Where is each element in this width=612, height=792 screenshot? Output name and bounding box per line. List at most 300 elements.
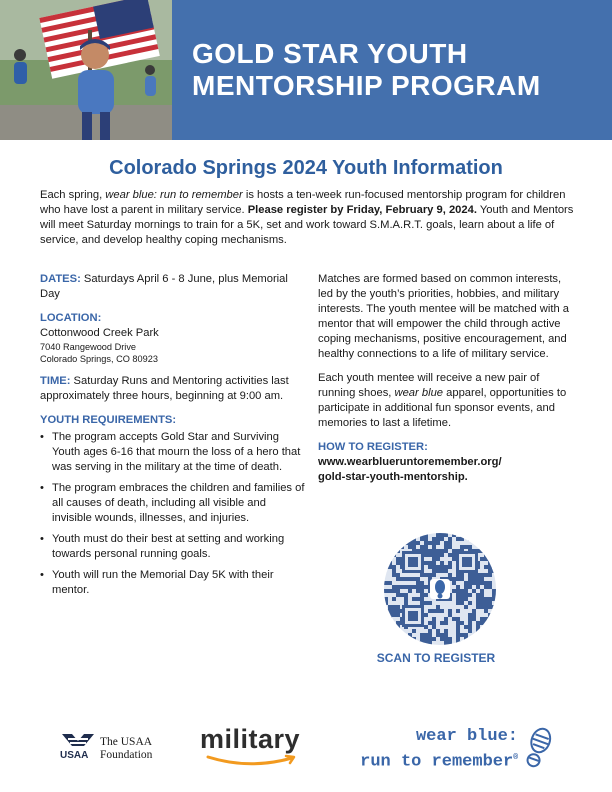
wear-blue-line-1: wear blue: <box>415 727 518 746</box>
qr-module <box>448 609 452 613</box>
qr-module <box>424 593 428 597</box>
qr-module <box>476 637 480 641</box>
qr-module <box>452 557 456 561</box>
qr-module <box>408 545 412 549</box>
qr-module <box>492 589 496 593</box>
qr-module <box>432 565 436 569</box>
qr-module <box>444 569 448 573</box>
qr-module <box>476 593 480 597</box>
register-url-line-2: gold-star-youth-mentorship. <box>318 471 468 483</box>
qr-module <box>464 585 468 589</box>
qr-module <box>396 609 400 613</box>
qr-module <box>428 637 432 641</box>
qr-module <box>416 641 420 645</box>
qr-module <box>416 585 420 589</box>
qr-module <box>468 621 472 625</box>
qr-module <box>492 597 496 601</box>
qr-module <box>440 533 444 537</box>
qr-module <box>440 637 444 641</box>
qr-module <box>456 637 460 641</box>
qr-module <box>440 537 444 541</box>
qr-module <box>436 533 440 537</box>
qr-module <box>396 533 400 537</box>
qr-module <box>452 549 456 553</box>
qr-module <box>484 581 488 585</box>
qr-module <box>436 633 440 637</box>
time-label: TIME: <box>40 375 71 387</box>
qr-module <box>420 581 424 585</box>
qr-module <box>412 537 416 541</box>
qr-module <box>436 541 440 545</box>
qr-module <box>392 553 396 557</box>
qr-module <box>476 633 480 637</box>
qr-module <box>428 601 432 605</box>
qr-module <box>444 545 448 549</box>
qr-module <box>440 633 444 637</box>
qr-module <box>448 613 452 617</box>
qr-module <box>424 637 428 641</box>
list-item: • Youth will run the Memorial Day 5K with their mentor. <box>40 568 308 598</box>
qr-module <box>452 581 456 585</box>
qr-module <box>456 589 460 593</box>
qr-module <box>480 549 484 553</box>
qr-module <box>392 605 396 609</box>
qr-module <box>460 577 464 581</box>
qr-module <box>492 537 496 541</box>
qr-module <box>424 641 428 645</box>
qr-module <box>472 573 476 577</box>
qr-module <box>408 577 412 581</box>
qr-module <box>488 557 492 561</box>
qr-module <box>456 625 460 629</box>
qr-module <box>476 625 480 629</box>
qr-module <box>396 537 400 541</box>
qr-module <box>444 565 448 569</box>
list-item: • Youth must do their best at setting and working towards personal running goals. <box>40 532 308 562</box>
qr-module <box>444 617 448 621</box>
qr-module <box>440 553 444 557</box>
qr-module <box>444 533 448 537</box>
qr-module <box>456 641 460 645</box>
qr-module <box>484 633 488 637</box>
qr-module <box>484 541 488 545</box>
qr-module <box>468 593 472 597</box>
qr-module <box>452 589 456 593</box>
qr-module <box>484 585 488 589</box>
qr-module <box>404 641 408 645</box>
qr-module <box>432 537 436 541</box>
qr-module <box>404 597 408 601</box>
qr-module <box>428 565 432 569</box>
qr-module <box>424 585 428 589</box>
qr-module <box>392 597 396 601</box>
left-column <box>40 272 308 607</box>
qr-module <box>420 593 424 597</box>
qr-module <box>388 605 392 609</box>
qr-module <box>392 625 396 629</box>
qr-module <box>464 633 468 637</box>
qr-module <box>456 537 460 541</box>
qr-module <box>448 537 452 541</box>
qr-module <box>428 561 432 565</box>
qr-module <box>456 609 460 613</box>
qr-module <box>492 613 496 617</box>
title-line-2: MENTORSHIP PROGRAM <box>192 70 541 101</box>
qr-module <box>432 573 436 577</box>
intro-paragraph <box>40 188 575 248</box>
smile-arrow-icon <box>200 754 304 768</box>
qr-module <box>460 593 464 597</box>
qr-module <box>456 577 460 581</box>
qr-module <box>464 597 468 601</box>
qr-module <box>392 549 396 553</box>
intro-text-1: Each spring, <box>40 189 106 201</box>
qr-module <box>404 601 408 605</box>
qr-module <box>428 641 432 645</box>
qr-module <box>396 613 400 617</box>
qr-module <box>444 629 448 633</box>
qr-module <box>476 581 480 585</box>
qr-module <box>404 637 408 641</box>
qr-module <box>472 589 476 593</box>
qr-module <box>456 629 460 633</box>
qr-module <box>432 625 436 629</box>
qr-module <box>484 549 488 553</box>
qr-module <box>404 541 408 545</box>
qr-module <box>436 537 440 541</box>
qr-module <box>444 637 448 641</box>
qr-module <box>416 581 420 585</box>
qr-module <box>432 557 436 561</box>
qr-code-icon <box>384 533 496 645</box>
qr-module <box>436 629 440 633</box>
qr-module <box>484 601 488 605</box>
qr-module <box>432 561 436 565</box>
qr-module <box>440 561 444 565</box>
qr-module <box>408 541 412 545</box>
qr-module <box>448 553 452 557</box>
qr-module <box>460 641 464 645</box>
qr-module <box>484 621 488 625</box>
location-section <box>40 311 308 365</box>
qr-module <box>480 633 484 637</box>
scan-to-register-label: SCAN TO REGISTER <box>376 651 496 665</box>
qr-module <box>388 609 392 613</box>
qr-module <box>416 597 420 601</box>
qr-module <box>488 605 492 609</box>
qr-module <box>484 533 488 537</box>
qr-module <box>440 609 444 613</box>
qr-module <box>432 621 436 625</box>
qr-module <box>384 533 388 537</box>
qr-module <box>384 633 388 637</box>
qr-module <box>396 573 400 577</box>
qr-module <box>460 621 464 625</box>
qr-module <box>484 609 488 613</box>
qr-module <box>468 545 472 549</box>
qr-module <box>420 545 424 549</box>
qr-module <box>488 597 492 601</box>
usaa-line-2: Foundation <box>100 748 153 761</box>
qr-module <box>456 585 460 589</box>
qr-module <box>408 585 412 589</box>
qr-module <box>480 593 484 597</box>
qr-module <box>468 577 472 581</box>
qr-module <box>412 585 416 589</box>
qr-module <box>428 541 432 545</box>
qr-module <box>396 557 400 561</box>
qr-module <box>420 637 424 641</box>
dates-text: Saturdays April 6 - 8 June, plus Memorial Day <box>40 273 288 300</box>
qr-module <box>428 609 432 613</box>
qr-module <box>424 533 428 537</box>
qr-code[interactable] <box>384 533 496 645</box>
qr-module <box>448 637 452 641</box>
qr-module <box>392 589 396 593</box>
qr-module <box>416 541 420 545</box>
register-label: HOW TO REGISTER: <box>318 441 428 453</box>
qr-module <box>488 549 492 553</box>
qr-module <box>424 601 428 605</box>
qr-module <box>408 641 412 645</box>
qr-module <box>432 609 436 613</box>
qr-module <box>384 565 388 569</box>
qr-module <box>424 625 428 629</box>
qr-module <box>456 617 460 621</box>
qr-module <box>480 533 484 537</box>
page-title <box>192 38 602 102</box>
register-link[interactable] <box>318 455 576 485</box>
qr-module <box>484 605 488 609</box>
qr-module <box>388 545 392 549</box>
usaa-foundation-text <box>100 736 152 761</box>
qr-module <box>444 541 448 545</box>
qr-module <box>492 593 496 597</box>
qr-module <box>492 633 496 637</box>
qr-module <box>420 573 424 577</box>
qr-module <box>484 537 488 541</box>
qr-module <box>424 561 428 565</box>
location-name: Cottonwood Creek Park <box>40 327 159 339</box>
qr-module <box>396 593 400 597</box>
qr-module <box>408 537 412 541</box>
qr-module <box>404 585 408 589</box>
qr-module <box>384 549 388 553</box>
qr-module <box>388 589 392 593</box>
time-text: Saturday Runs and Mentoring activities last approximately three hours, beginning at 9:00 am. <box>40 375 289 402</box>
photo-illustration <box>0 0 172 140</box>
usaa-mark: USAA <box>60 750 89 761</box>
qr-module <box>440 549 444 553</box>
qr-module <box>384 589 388 593</box>
qr-module <box>440 569 444 573</box>
qr-module <box>448 545 452 549</box>
qr-module <box>452 617 456 621</box>
qr-module <box>460 589 464 593</box>
qr-module <box>480 621 484 625</box>
qr-module <box>484 565 488 569</box>
qr-module <box>448 573 452 577</box>
qr-module <box>472 613 476 617</box>
qr-module <box>468 625 472 629</box>
qr-module <box>492 605 496 609</box>
qr-module <box>432 549 436 553</box>
qr-module <box>384 625 388 629</box>
qr-module <box>420 533 424 537</box>
qr-module <box>396 641 400 645</box>
requirements-label: YOUTH REQUIREMENTS: <box>40 414 177 426</box>
qr-module <box>484 573 488 577</box>
qr-module <box>476 573 480 577</box>
qr-module <box>404 593 408 597</box>
qr-module <box>404 577 408 581</box>
intro-brand: wear blue: run to remember <box>105 189 243 201</box>
usaa-eagle-icon <box>60 732 96 762</box>
qr-module <box>384 557 388 561</box>
qr-module <box>400 637 404 641</box>
qr-module <box>468 537 472 541</box>
qr-module <box>384 541 388 545</box>
qr-module <box>396 625 400 629</box>
military-logo <box>200 724 304 770</box>
requirements-section <box>40 413 308 598</box>
benefits-text-2: apparel, opportunities to participate in additional fun sponsor events, and memories to last a lifetime. <box>318 387 567 429</box>
qr-module <box>460 597 464 601</box>
qr-module <box>396 561 400 565</box>
qr-module <box>468 613 472 617</box>
qr-module <box>460 601 464 605</box>
qr-module <box>488 565 492 569</box>
qr-module <box>432 569 436 573</box>
qr-module <box>392 613 396 617</box>
benefits-paragraph <box>318 371 576 431</box>
qr-module <box>456 601 460 605</box>
qr-module <box>436 605 440 609</box>
qr-module <box>460 537 464 541</box>
benefits-text-1: Each youth mentee will receive a new pair of running shoes, <box>318 372 540 399</box>
qr-module <box>444 633 448 637</box>
qr-module <box>468 629 472 633</box>
qr-module <box>456 597 460 601</box>
qr-module <box>436 553 440 557</box>
qr-module <box>468 601 472 605</box>
wear-blue-line-2-text: run to remember <box>360 752 514 772</box>
qr-module <box>420 585 424 589</box>
qr-module <box>468 573 472 577</box>
qr-module <box>488 561 492 565</box>
wear-blue-logo <box>318 726 518 773</box>
qr-module <box>492 569 496 573</box>
qr-module <box>384 553 388 557</box>
qr-module <box>472 617 476 621</box>
qr-module <box>416 577 420 581</box>
qr-module <box>384 581 388 585</box>
time-section <box>40 374 308 404</box>
qr-module <box>428 553 432 557</box>
qr-module <box>456 633 460 637</box>
qr-module <box>488 585 492 589</box>
qr-module <box>492 625 496 629</box>
qr-module <box>484 597 488 601</box>
qr-module <box>388 549 392 553</box>
qr-module <box>472 609 476 613</box>
qr-module <box>464 637 468 641</box>
qr-module <box>432 541 436 545</box>
location-label: LOCATION: <box>40 312 102 324</box>
qr-module <box>392 609 396 613</box>
qr-module <box>448 565 452 569</box>
qr-module <box>428 621 432 625</box>
qr-module <box>480 557 484 561</box>
benefits-brand: wear blue <box>394 387 444 399</box>
qr-module <box>476 597 480 601</box>
header-banner <box>0 0 612 140</box>
qr-module <box>492 533 496 537</box>
qr-module <box>428 549 432 553</box>
qr-module <box>396 585 400 589</box>
qr-module <box>480 573 484 577</box>
qr-module <box>440 621 444 625</box>
qr-module <box>448 541 452 545</box>
qr-module <box>488 601 492 605</box>
qr-module <box>484 557 488 561</box>
qr-module <box>396 589 400 593</box>
qr-module <box>464 545 468 549</box>
qr-module <box>424 537 428 541</box>
qr-module <box>384 629 388 633</box>
qr-module <box>444 549 448 553</box>
qr-module <box>432 637 436 641</box>
list-item: • The program accepts Gold Star and Surviving Youth ages 6-16 that mourn the loss of a hero that was serving in the military at the time of death. <box>40 430 308 475</box>
qr-module <box>480 581 484 585</box>
dates-label: DATES: <box>40 273 81 285</box>
qr-module <box>484 617 488 621</box>
qr-module <box>436 549 440 553</box>
location-address-1: 7040 Rangewood Drive <box>40 342 137 352</box>
qr-module <box>412 637 416 641</box>
qr-module <box>484 629 488 633</box>
qr-module <box>464 593 468 597</box>
qr-module <box>476 629 480 633</box>
requirements-list <box>40 430 308 598</box>
qr-module <box>464 641 468 645</box>
shoe-print-icon <box>520 726 556 770</box>
qr-module <box>400 577 404 581</box>
wear-blue-line-2 <box>318 747 518 773</box>
qr-module <box>420 601 424 605</box>
qr-module <box>412 597 416 601</box>
qr-module <box>400 585 404 589</box>
qr-module <box>464 605 468 609</box>
qr-module <box>436 569 440 573</box>
qr-module <box>488 637 492 641</box>
qr-module <box>432 545 436 549</box>
qr-module <box>384 613 388 617</box>
qr-module <box>424 573 428 577</box>
qr-module <box>408 589 412 593</box>
qr-module <box>488 545 492 549</box>
qr-module <box>424 541 428 545</box>
qr-module <box>392 573 396 577</box>
qr-module <box>428 633 432 637</box>
registered-mark: ® <box>513 753 518 762</box>
qr-module <box>456 573 460 577</box>
qr-module <box>388 541 392 545</box>
qr-module <box>420 597 424 601</box>
qr-module <box>412 577 416 581</box>
qr-module <box>424 633 428 637</box>
qr-module <box>464 589 468 593</box>
